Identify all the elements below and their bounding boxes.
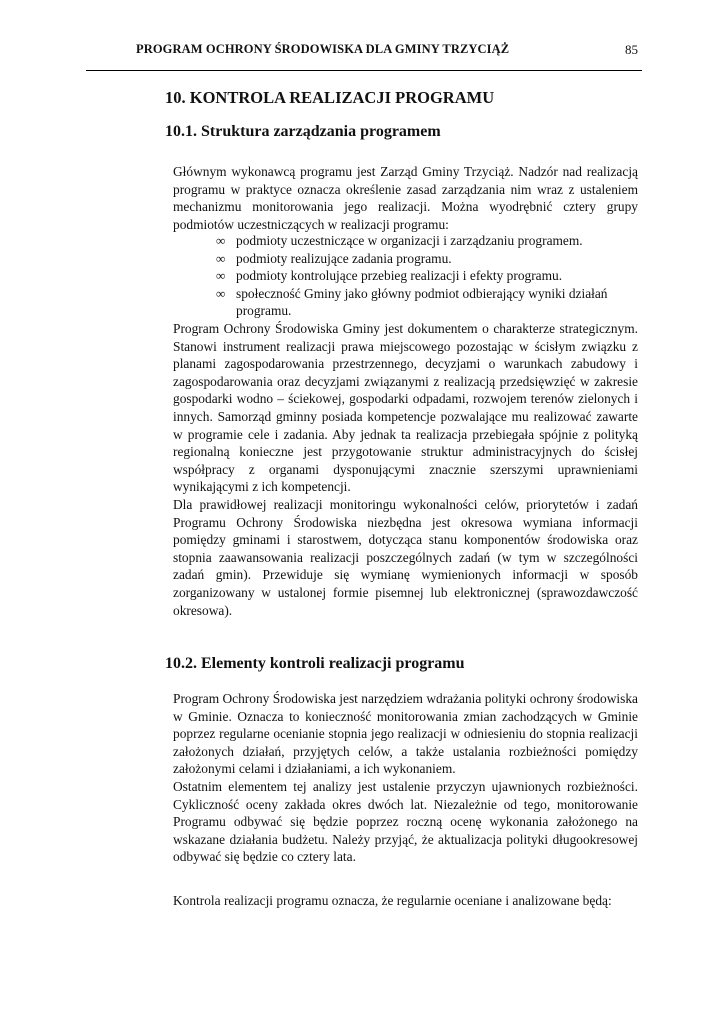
infinity-bullet-icon: ∞: [216, 285, 226, 301]
control-paragraph-3: Kontrola realizacji programu oznacza, że regularnie oceniane i analizowane będą:: [173, 893, 612, 908]
section-title: 10. KONTROLA REALIZACJI PROGRAMU: [165, 88, 495, 107]
list-item: [216, 285, 641, 320]
control-paragraph-1: Program Ochrony Środowiska jest narzędziem wdrażania polityki ochrony środowiska w Gminie. Oznacza to konieczność monitorowania zmian zachodzących w Gminie poprzez regularne ocenianie stopnia jego realizacji w odniesieniu do stopnia realizacji założonych działań, przyjętych celów, a także ustalania rozbieżności pomiędzy założonymi celami i działaniami, a ich wykonaniem.: [173, 691, 638, 777]
list-item-text: podmioty kontrolujące przebieg realizacji i efekty programu.: [236, 268, 563, 284]
list-item-text: podmioty realizujące zadania programu.: [236, 250, 452, 266]
page-header: [86, 38, 642, 71]
intro-text: Głównym wykonawcą programu jest Zarząd Gminy Trzyciąż. Nadzór nad realizacją programu w praktyce oznacza określenie zasad zarządzania nim wraz z ustaleniem mechanizmu monitorowania jego realizacji. Można wyodrębnić cztery grupy podmiotów uczestniczących w realizacji programu:: [173, 164, 638, 232]
control-summary: [173, 892, 638, 910]
strategy-paragraph: Program Ochrony Środowiska Gminy jest dokumentem o charakterze strategicznym. Stanowi instrument realizacji prawa miejscowego pozostając w ścisłym związku z planami zagospodarowania przestrzennego, decyzjami o warunkach zabudowy i zagospodarowania oraz decyzjami związanymi z realizacją przedsięwzięć w zakresie gospodarki wodno – ściekowej, gospodarki odpadami, rozwojem terenów zielonych i innych. Samorząd gminny posiada kompetencje pozwalające mu realizować zawarte w programie cele i zadania. Aby jednak ta realizacja przebiegała spójnie z polityką regionalną konieczne jest przygotowanie struktur administracyjnych do ścisłej współpracy z organami dysponującymi znacznie szerszymi uprawnieniami wynikającymi z ich kompetencji.: [173, 321, 638, 495]
subsection-title-10-1: 10.1. Struktura zarządzania programem: [165, 123, 441, 140]
control-paragraphs: [173, 690, 638, 866]
subsection-title-10-2: 10.2. Elementy kontroli realizacji programu: [165, 655, 465, 672]
intro-paragraph: [173, 163, 638, 233]
header-title: PROGRAM OCHRONY ŚRODOWISKA DLA GMINY TRZYCIĄŻ: [136, 42, 510, 56]
list-item-text: społeczność Gminy jako główny podmiot odbierający wyniki działań programu.: [236, 285, 608, 319]
control-paragraph-2: Ostatnim elementem tej analizy jest ustalenie przyczyn ujawnionych rozbieżności. Cykliczność oceny zakłada okres dwóch lat. Niezależnie od tego, monitorowanie Programu odbywać się będzie poprzez roczną ocenę wykonania założonego na wskazane działania budżetu. Należy przyjąć, że aktualizacja polityki długookresowej odbywać się będzie co cztery lata.: [173, 778, 638, 865]
list-item-text: podmioty uczestniczące w organizacji i zarządzaniu programem.: [236, 233, 583, 248]
infinity-bullet-icon: ∞: [216, 268, 226, 284]
list-item: [216, 267, 641, 285]
list-item: [216, 232, 641, 250]
infinity-bullet-icon: ∞: [216, 250, 226, 266]
monitoring-paragraph: Dla prawidłowej realizacji monitoringu wykonalności celów, priorytetów i zadań Programu Ochrony Środowiska niezbędna jest okresowa wymiana informacji pomiędzy gminami i starostwem, dotycząca stanu komponentów środowiska oraz stopnia zaawansowania realizacji poszczególnych zadań (w tym w szczególności zadań gmin). Przewiduje się wymianę wymienionych informacji w sposób zorganizowany w ustalonej formie pisemnej lub elektronicznej (sprawozdawczość okresowa).: [173, 496, 638, 618]
list-item: [216, 250, 641, 268]
participants-list: [216, 232, 641, 320]
strategy-paragraphs: [173, 320, 638, 619]
page-number: 85: [625, 42, 638, 57]
infinity-bullet-icon: ∞: [216, 233, 226, 248]
